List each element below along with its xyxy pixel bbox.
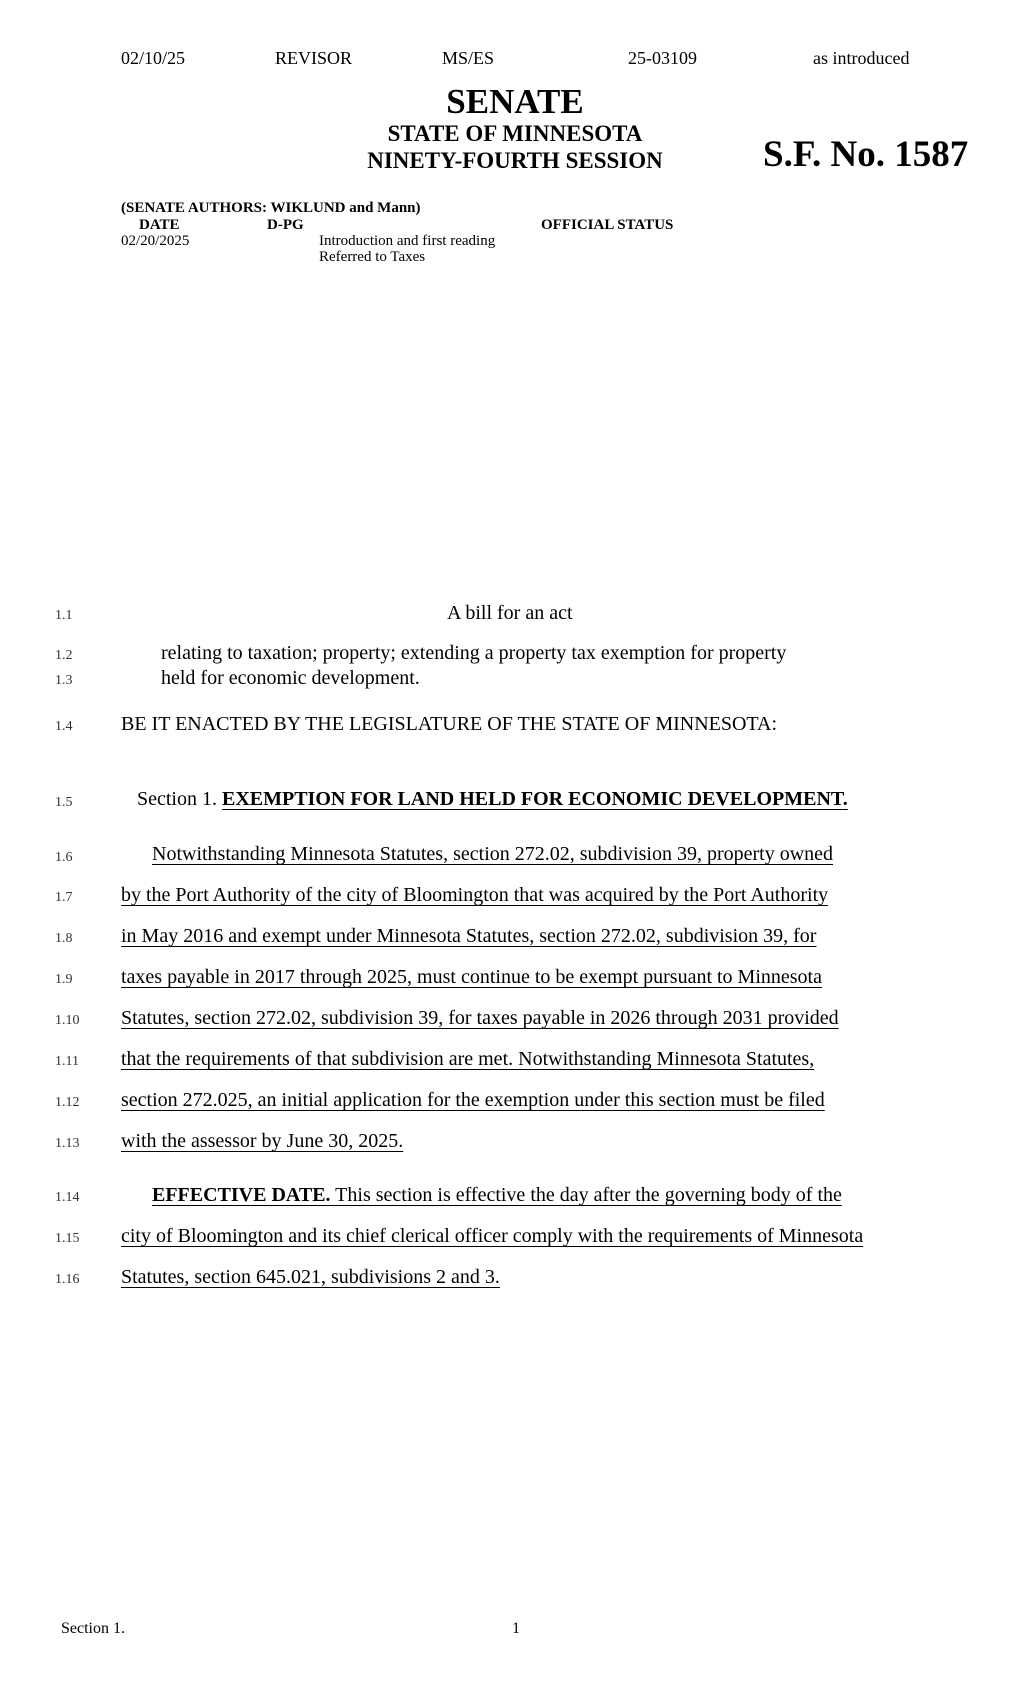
- section-text-line: by the Port Authority of the city of Bloomington that was acquired by the Port Authority: [121, 884, 829, 906]
- section-text-line: Statutes, section 272.02, subdivision 39, for taxes payable in 2026 through 2031 provided: [121, 1007, 839, 1029]
- section-text-line: taxes payable in 2017 through 2025, must continue to be exempt pursuant to Minnesota: [121, 966, 822, 988]
- line-number: 1.2: [55, 648, 73, 663]
- line-number: 1.5: [55, 795, 73, 810]
- line-number: 1.3: [55, 673, 73, 688]
- bill-description-line: relating to taxation; property; extending a property tax exemption for property: [161, 642, 787, 664]
- section-text-line: section 272.025, an initial application for the exemption under this section must be filed: [121, 1089, 825, 1111]
- header-initials: MS/ES: [442, 48, 495, 68]
- section-label: Section 1.: [137, 788, 222, 810]
- line-number: 1.13: [55, 1136, 80, 1151]
- line-number: 1.9: [55, 972, 73, 987]
- col-date: DATE: [139, 217, 180, 233]
- entry-status-introduction: Introduction and first reading: [319, 233, 496, 249]
- line-number: 1.4: [55, 719, 73, 734]
- header-date: 02/10/25: [121, 48, 186, 68]
- header-doc-number: 25-03109: [628, 48, 697, 68]
- bill-description-line: held for economic development.: [161, 667, 420, 689]
- section-heading: [137, 789, 848, 809]
- entry-date: 02/20/2025: [121, 233, 190, 249]
- effective-date-label: EFFECTIVE DATE.: [152, 1184, 331, 1206]
- chamber-title: SENATE: [446, 82, 584, 121]
- effective-date-text: This section is effective the day after the governing body of the: [330, 1184, 842, 1206]
- line-number: 1.8: [55, 931, 73, 946]
- section-text-line: in May 2016 and exempt under Minnesota Statutes, section 272.02, subdivision 39, for: [121, 925, 817, 947]
- line-number: 1.14: [55, 1190, 80, 1205]
- footer-section: Section 1.: [61, 1620, 125, 1637]
- page-number: 1: [512, 1620, 520, 1637]
- line-number: 1.15: [55, 1231, 80, 1246]
- effective-date-line: [152, 1185, 842, 1205]
- line-number: 1.16: [55, 1272, 80, 1287]
- line-number: 1.7: [55, 890, 73, 905]
- section-text-line: with the assessor by June 30, 2025.: [121, 1130, 404, 1152]
- col-dpg: D-PG: [267, 217, 304, 233]
- bill-title: A bill for an act: [447, 602, 573, 624]
- line-number: 1.1: [55, 608, 73, 623]
- effective-date-text-line: Statutes, section 645.021, subdivisions 2 and 3.: [121, 1266, 500, 1288]
- header-revisor: REVISOR: [275, 48, 353, 68]
- section-title: EXEMPTION FOR LAND HELD FOR ECONOMIC DEVELOPMENT.: [222, 788, 848, 810]
- file-number: S.F. No. 1587: [763, 134, 969, 175]
- section-text-line: that the requirements of that subdivision are met. Notwithstanding Minnesota Statutes,: [121, 1048, 815, 1070]
- enacting-clause: BE IT ENACTED BY THE LEGISLATURE OF THE STATE OF MINNESOTA:: [121, 713, 778, 735]
- header-status: as introduced: [813, 48, 910, 68]
- session-title: NINETY-FOURTH SESSION: [367, 148, 663, 173]
- line-number: 1.6: [55, 850, 73, 865]
- state-title: STATE OF MINNESOTA: [387, 121, 643, 146]
- entry-status-referred: Referred to Taxes: [319, 249, 426, 265]
- authors-line: (SENATE AUTHORS: WIKLUND and Mann): [121, 200, 421, 216]
- effective-date-text-line: city of Bloomington and its chief clerical officer comply with the requirements of Minnesota: [121, 1225, 864, 1247]
- col-official-status: OFFICIAL STATUS: [541, 217, 674, 233]
- line-number: 1.10: [55, 1013, 80, 1028]
- section-text-line: Notwithstanding Minnesota Statutes, section 272.02, subdivision 39, property owned: [152, 843, 834, 865]
- line-number: 1.11: [55, 1054, 79, 1069]
- line-number: 1.12: [55, 1095, 80, 1110]
